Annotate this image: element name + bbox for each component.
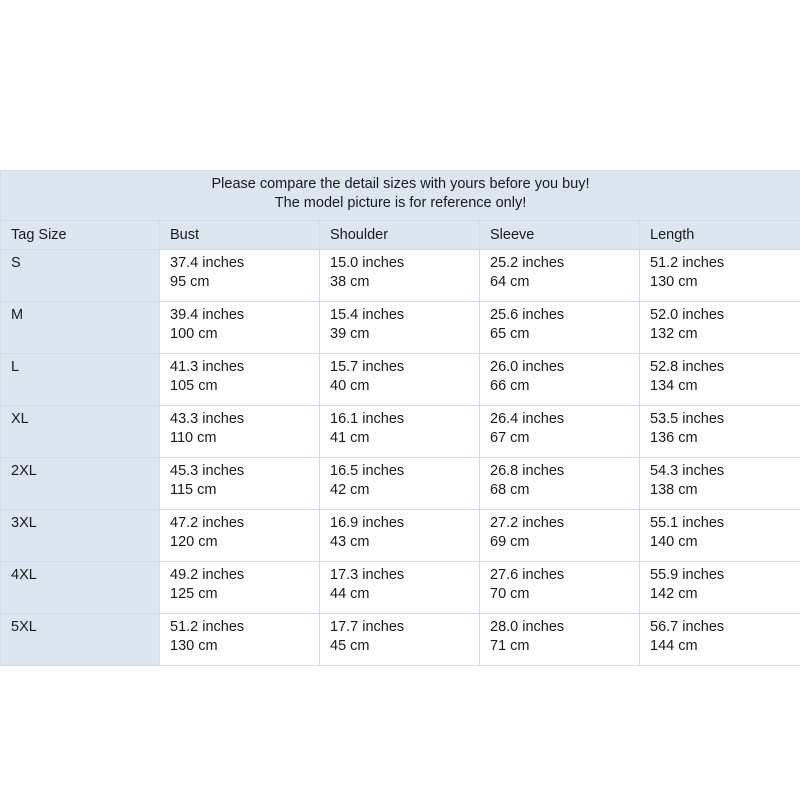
tag-size-cell: 2XL — [1, 458, 160, 510]
value-inches: 54.3 inches — [650, 463, 725, 479]
value-inches: 55.1 inches — [650, 515, 725, 531]
value-cm: 140 cm — [650, 534, 698, 550]
length-cell — [640, 406, 800, 458]
value-inches: 49.2 inches — [170, 567, 245, 583]
tag-size-cell: 4XL — [1, 562, 160, 614]
value-cm: 110 cm — [170, 430, 217, 446]
table-row — [1, 302, 800, 354]
column-header-length: Length — [640, 221, 800, 250]
length-cell — [640, 354, 800, 406]
value-cm: 65 cm — [490, 326, 530, 342]
sleeve-cell — [480, 458, 640, 510]
value-cm: 43 cm — [330, 534, 370, 550]
size-chart-caption — [1, 171, 800, 221]
value-cm: 138 cm — [650, 482, 698, 498]
bust-cell — [160, 302, 320, 354]
value-inches: 52.0 inches — [650, 307, 725, 323]
value-cm: 42 cm — [330, 482, 370, 498]
value-cm: 134 cm — [650, 378, 698, 394]
value-inches: 52.8 inches — [650, 359, 725, 375]
value-inches: 16.1 inches — [330, 411, 405, 427]
value-cm: 41 cm — [330, 430, 370, 446]
value-inches: 47.2 inches — [170, 515, 245, 531]
length-cell — [640, 510, 800, 562]
value-inches: 41.3 inches — [170, 359, 245, 375]
value-cm: 132 cm — [650, 326, 698, 342]
length-cell — [640, 250, 800, 302]
size-chart-table — [0, 170, 800, 666]
value-cm: 64 cm — [490, 274, 530, 290]
value-cm: 120 cm — [170, 534, 218, 550]
value-inches: 25.2 inches — [490, 255, 565, 271]
value-cm: 130 cm — [170, 638, 218, 654]
value-inches: 25.6 inches — [490, 307, 565, 323]
value-inches: 16.9 inches — [330, 515, 405, 531]
value-cm: 71 cm — [490, 638, 530, 654]
value-inches: 51.2 inches — [170, 619, 245, 635]
value-inches: 15.0 inches — [330, 255, 405, 271]
value-inches: 55.9 inches — [650, 567, 725, 583]
value-cm: 105 cm — [170, 378, 218, 394]
value-cm: 142 cm — [650, 586, 698, 602]
tag-size-cell: L — [1, 354, 160, 406]
table-row — [1, 458, 800, 510]
length-cell — [640, 302, 800, 354]
value-inches: 45.3 inches — [170, 463, 245, 479]
value-cm: 130 cm — [650, 274, 698, 290]
tag-size-cell: XL — [1, 406, 160, 458]
shoulder-cell — [320, 406, 480, 458]
bust-cell — [160, 614, 320, 666]
shoulder-cell — [320, 302, 480, 354]
table-row — [1, 562, 800, 614]
value-cm: 40 cm — [330, 378, 370, 394]
bust-cell — [160, 250, 320, 302]
header-row — [1, 221, 800, 250]
value-cm: 44 cm — [330, 586, 370, 602]
value-cm: 100 cm — [170, 326, 218, 342]
length-cell — [640, 458, 800, 510]
value-inches: 28.0 inches — [490, 619, 565, 635]
tag-size-cell: M — [1, 302, 160, 354]
column-header-tag-size: Tag Size — [1, 221, 160, 250]
value-inches: 27.2 inches — [490, 515, 565, 531]
caption-line-1: Please compare the detail sizes with yours before you buy! — [211, 176, 590, 192]
table-row — [1, 406, 800, 458]
value-cm: 66 cm — [490, 378, 530, 394]
value-cm: 144 cm — [650, 638, 698, 654]
value-inches: 51.2 inches — [650, 255, 725, 271]
value-inches: 27.6 inches — [490, 567, 565, 583]
value-cm: 38 cm — [330, 274, 370, 290]
sleeve-cell — [480, 562, 640, 614]
bust-cell — [160, 406, 320, 458]
value-inches: 39.4 inches — [170, 307, 245, 323]
value-cm: 39 cm — [330, 326, 370, 342]
value-cm: 45 cm — [330, 638, 370, 654]
value-inches: 15.4 inches — [330, 307, 405, 323]
column-header-sleeve: Sleeve — [480, 221, 640, 250]
shoulder-cell — [320, 250, 480, 302]
value-inches: 53.5 inches — [650, 411, 725, 427]
shoulder-cell — [320, 510, 480, 562]
bust-cell — [160, 562, 320, 614]
caption-line-2: The model picture is for reference only! — [274, 195, 527, 211]
value-inches: 26.0 inches — [490, 359, 565, 375]
sleeve-cell — [480, 406, 640, 458]
column-header-shoulder: Shoulder — [320, 221, 480, 250]
table-row — [1, 250, 800, 302]
table-row — [1, 354, 800, 406]
bust-cell — [160, 458, 320, 510]
bust-cell — [160, 354, 320, 406]
value-inches: 17.7 inches — [330, 619, 405, 635]
sleeve-cell — [480, 614, 640, 666]
shoulder-cell — [320, 614, 480, 666]
column-header-bust: Bust — [160, 221, 320, 250]
value-inches: 26.8 inches — [490, 463, 565, 479]
value-cm: 68 cm — [490, 482, 530, 498]
shoulder-cell — [320, 354, 480, 406]
value-inches: 26.4 inches — [490, 411, 565, 427]
sleeve-cell — [480, 250, 640, 302]
value-cm: 67 cm — [490, 430, 530, 446]
sleeve-cell — [480, 302, 640, 354]
tag-size-cell: 3XL — [1, 510, 160, 562]
sleeve-cell — [480, 510, 640, 562]
length-cell — [640, 614, 800, 666]
value-cm: 95 cm — [170, 274, 210, 290]
length-cell — [640, 562, 800, 614]
value-inches: 37.4 inches — [170, 255, 245, 271]
value-cm: 115 cm — [170, 482, 217, 498]
value-cm: 70 cm — [490, 586, 530, 602]
table-row — [1, 510, 800, 562]
bust-cell — [160, 510, 320, 562]
value-cm: 125 cm — [170, 586, 218, 602]
shoulder-cell — [320, 458, 480, 510]
value-inches: 15.7 inches — [330, 359, 405, 375]
tag-size-cell: 5XL — [1, 614, 160, 666]
sleeve-cell — [480, 354, 640, 406]
value-cm: 69 cm — [490, 534, 530, 550]
value-inches: 43.3 inches — [170, 411, 245, 427]
table-row — [1, 614, 800, 666]
value-inches: 16.5 inches — [330, 463, 405, 479]
value-cm: 136 cm — [650, 430, 698, 446]
caption-row — [1, 171, 800, 221]
value-inches: 56.7 inches — [650, 619, 725, 635]
value-inches: 17.3 inches — [330, 567, 405, 583]
tag-size-cell: S — [1, 250, 160, 302]
shoulder-cell — [320, 562, 480, 614]
